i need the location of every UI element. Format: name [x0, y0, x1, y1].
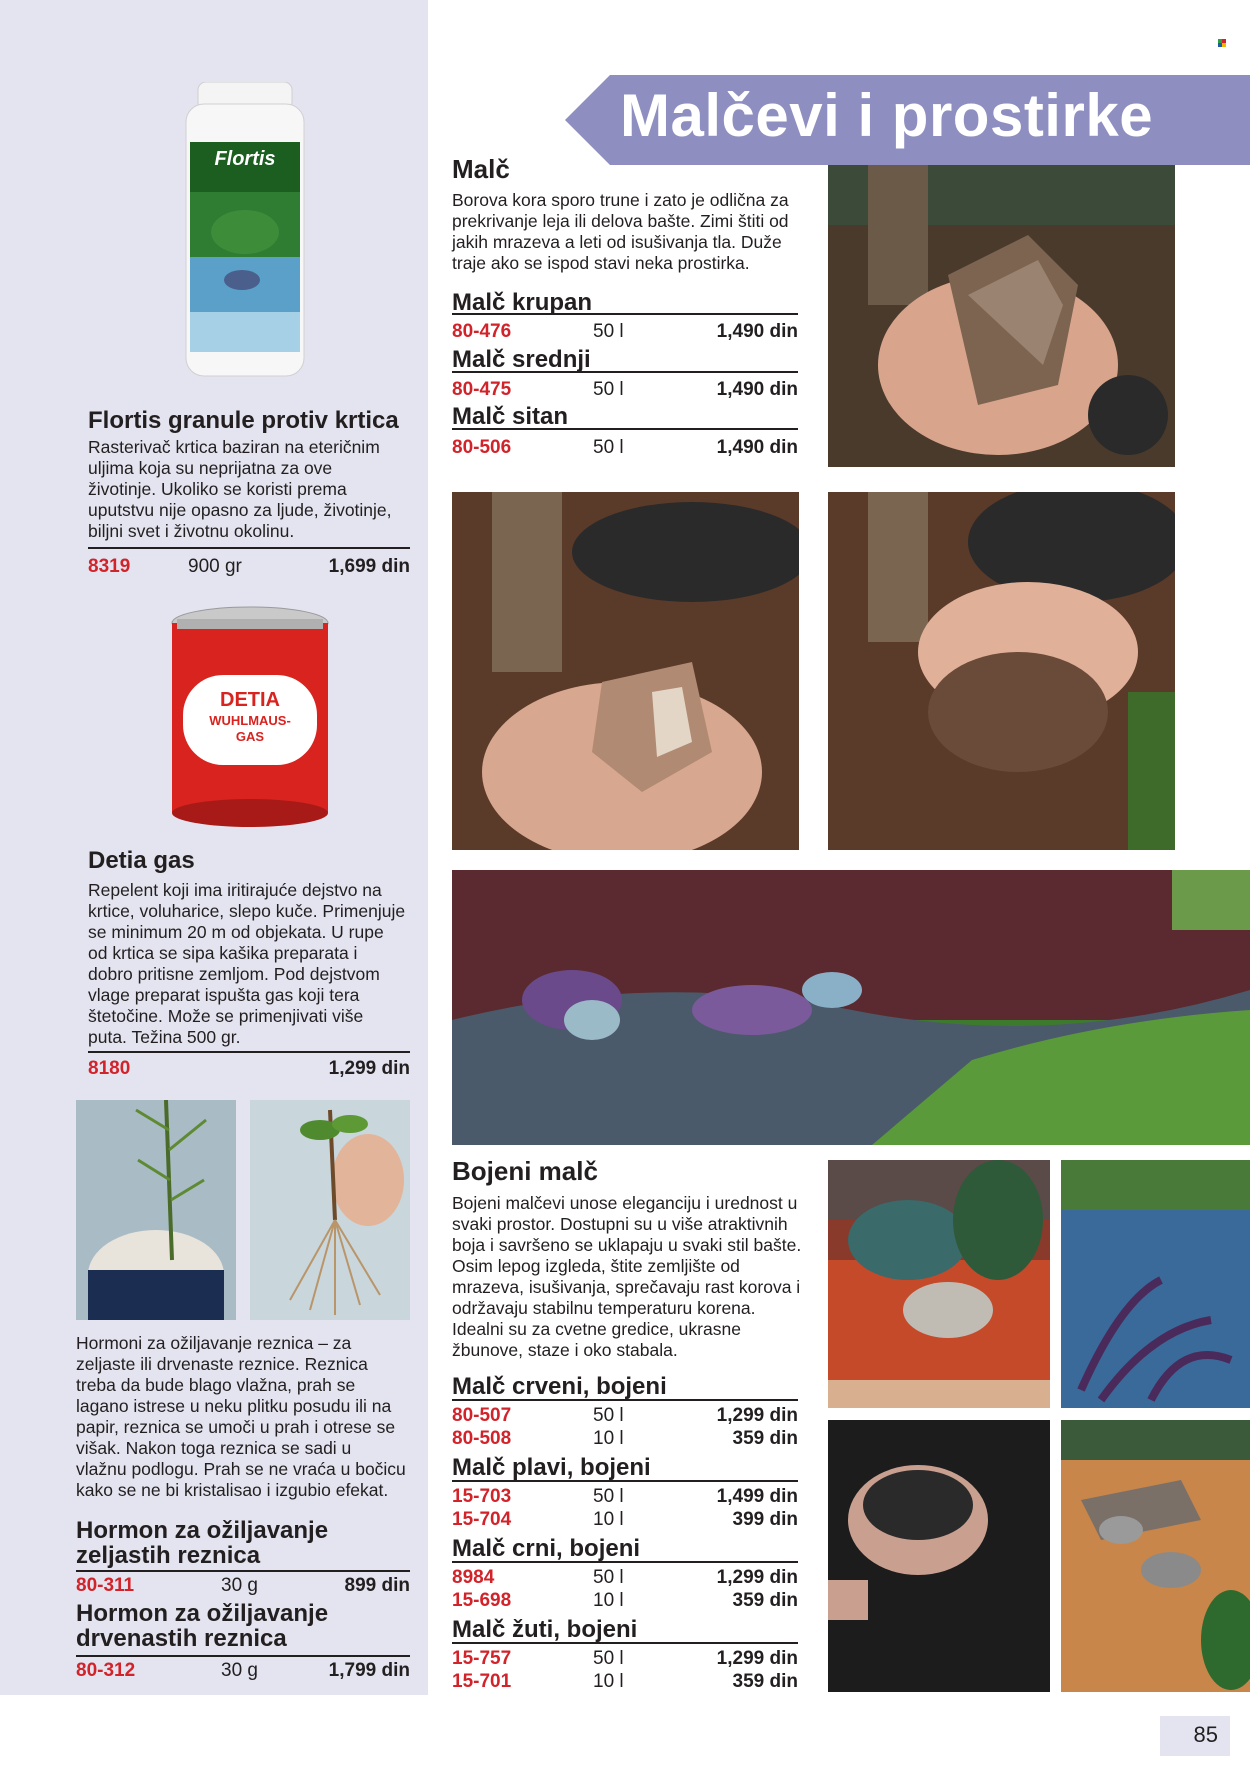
- product-qty: 10 l: [593, 1509, 624, 1530]
- product-code: 80-312: [76, 1660, 136, 1681]
- product-price: 359 din: [732, 1428, 798, 1449]
- bojeni-group-name: Malč plavi, bojeni: [452, 1454, 651, 1481]
- page-number: 85: [1160, 1716, 1230, 1756]
- detia-divider: [88, 1051, 410, 1053]
- detia-description: Repelent koji ima iritirajuće dejstvo na krtice, voluharice, slepo kuče. Primenjuje se minimum 20 m od objekata. U rupe od krtica se sipa kašika preparata i dobro pritisne zemljom. Pod dejstvom vlage preparat ispušta gas koji tera štetočine. Može se primenjivati više puta. Težina 500 gr.: [88, 880, 406, 1047]
- detia-can-label-3: GAS: [235, 729, 265, 744]
- product-price: 399 din: [732, 1509, 798, 1530]
- hormone-title-1: Hormon za ožiljavanje zeljastih reznica: [76, 1517, 329, 1570]
- page-title: Malčevi i prostirke: [620, 82, 1154, 149]
- product-qty: 30 g: [221, 1575, 258, 1596]
- product-price: 1,499 din: [716, 1486, 798, 1507]
- product-price: 1,699 din: [328, 556, 410, 577]
- product-code: 15-757: [452, 1648, 512, 1669]
- bojeni-price-row: [452, 1509, 798, 1533]
- bojeni-group-name: Malč žuti, bojeni: [452, 1616, 638, 1643]
- hormone-description: Hormoni za ožiljavanje reznica – za zeljaste ili drvenaste reznice. Reznica treba da bude blago vlažna, prah se lagano istrese u neku plitku posudu ili na papir, reznica se umoči u prah i otrese se višak. Nakon toga reznica se sadi u vlažnu podlogu. Prah se ne vraća u bočicu kako se ne bi kristalisao i izgubio efekat.: [76, 1333, 406, 1500]
- product-code: 80-475: [452, 379, 512, 400]
- product-code: 15-704: [452, 1509, 512, 1530]
- bojeni-divider: [452, 1399, 798, 1401]
- bojeni-price-row: [452, 1486, 798, 1510]
- bojeni-title: Bojeni malč: [452, 1156, 598, 1186]
- product-code: 8180: [88, 1058, 131, 1079]
- bojeni-description: Bojeni malčevi unose eleganciju i urednost u svaki prostor. Dostupni su u više atraktivnih boja i savršeno se uklapaju u svaki stil bašte. Osim lepog izgleda, štite zemljište od mrazeva, isušivanja, sprečavaju rast korova i održavaju stabilnu temperaturu korena. Idealni su za cvetne gredice, ukrasne žbunove, staze i oko stabala.: [452, 1193, 802, 1360]
- detia-price-row: [88, 1058, 410, 1082]
- product-qty: 10 l: [593, 1671, 624, 1692]
- product-qty: 50 l: [593, 1648, 624, 1669]
- product-qty: 10 l: [593, 1590, 624, 1611]
- bojeni-group-name: Malč crni, bojeni: [452, 1535, 641, 1562]
- bojeni-divider: [452, 1480, 798, 1482]
- product-qty: 50 l: [593, 321, 624, 342]
- product-price: 359 din: [732, 1671, 798, 1692]
- product-price: 899 din: [344, 1575, 410, 1596]
- product-code: 8319: [88, 556, 131, 577]
- malc-divider: [452, 371, 798, 373]
- bojeni-divider: [452, 1561, 798, 1563]
- section-banner: [565, 75, 1250, 165]
- product-qty: 50 l: [593, 379, 624, 400]
- detia-title: Detia gas: [88, 847, 195, 874]
- hormone-photo-powder: [76, 1100, 236, 1320]
- bark-medium-photo: [452, 492, 799, 850]
- corner-logo-icon: [1218, 34, 1226, 42]
- detia-can-label-2: WUHLMAUS-: [209, 713, 291, 728]
- product-price: 1,299 din: [328, 1058, 410, 1079]
- hormone-price-row-1: [76, 1575, 410, 1599]
- malc-description: Borova kora sporo trune i zato je odlična za prekrivanje leja ili delova bašte. Zimi štiti od jakih mrazeva a leti od isušivanja tla. Duže traje ako se ispod stavi neka prostirka.: [452, 190, 789, 273]
- hormone-title-2: Hormon za ožiljavanje drvenastih reznica: [76, 1600, 329, 1653]
- product-code: 15-703: [452, 1486, 512, 1507]
- product-price: 1,299 din: [716, 1648, 798, 1669]
- malc-price-row: [452, 379, 798, 403]
- product-price: 1,490 din: [716, 437, 798, 458]
- garden-mulch-photo: [452, 870, 1250, 1145]
- product-code: 80-311: [76, 1575, 135, 1596]
- product-code: 8984: [452, 1567, 495, 1588]
- bojeni-price-row: [452, 1648, 798, 1672]
- product-code: 80-508: [452, 1428, 512, 1449]
- detia-product-image: [165, 605, 335, 830]
- product-qty: 10 l: [593, 1428, 624, 1449]
- hormone-divider-2: [76, 1655, 410, 1657]
- product-qty: 50 l: [593, 437, 624, 458]
- product-qty: 50 l: [593, 1567, 624, 1588]
- bojeni-price-row: [452, 1590, 798, 1614]
- malc-product-name: Malč srednji: [452, 346, 591, 373]
- detia-can-label-1: DETIA: [220, 689, 280, 711]
- product-price: 1,799 din: [328, 1660, 410, 1681]
- bojeni-group-name: Malč crveni, bojeni: [452, 1373, 667, 1400]
- red-mulch-photo: [828, 1160, 1050, 1408]
- flortis-price-row: [88, 556, 410, 580]
- malc-price-row: [452, 321, 798, 345]
- malc-title: Malč: [452, 154, 510, 184]
- product-code: 15-701: [452, 1671, 512, 1692]
- product-price: 1,299 din: [716, 1567, 798, 1588]
- product-code: 80-507: [452, 1405, 512, 1426]
- flortis-product-image: [180, 82, 310, 382]
- product-qty: 30 g: [221, 1660, 258, 1681]
- product-code: 15-698: [452, 1590, 512, 1611]
- product-code: 80-476: [452, 321, 512, 342]
- bark-fine-photo: [828, 492, 1175, 850]
- product-qty: 50 l: [593, 1405, 624, 1426]
- yellow-mulch-photo: [1061, 1420, 1250, 1692]
- hormone-divider-1: [76, 1570, 410, 1572]
- flortis-label-brand: Flortis: [214, 148, 276, 170]
- black-mulch-photo: [828, 1420, 1050, 1692]
- bojeni-price-row: [452, 1671, 798, 1695]
- bark-coarse-photo: [828, 165, 1175, 467]
- product-price: 1,299 din: [716, 1405, 798, 1426]
- flortis-description: Rasterivač krtica baziran na eteričnim uljima koja su neprijatna za ove životinje. Ukoliko se koristi prema uputstvu nije opasno za ljude, životinje, biljni svet i životnu okolinu.: [88, 437, 392, 541]
- bojeni-price-row: [452, 1405, 798, 1429]
- product-qty: 900 gr: [188, 556, 242, 577]
- blue-mulch-photo: [1061, 1160, 1250, 1408]
- product-price: 1,490 din: [716, 321, 798, 342]
- hormone-price-row-2: [76, 1660, 410, 1684]
- product-price: 359 din: [732, 1590, 798, 1611]
- bojeni-price-row: [452, 1428, 798, 1452]
- hormone-photo-cutting: [250, 1100, 410, 1320]
- flortis-title: Flortis granule protiv krtica: [88, 407, 399, 434]
- flortis-divider: [88, 547, 410, 549]
- malc-divider: [452, 428, 798, 430]
- bojeni-divider: [452, 1642, 798, 1644]
- malc-divider: [452, 313, 798, 315]
- malc-product-name: Malč krupan: [452, 289, 593, 316]
- malc-product-name: Malč sitan: [452, 403, 569, 430]
- product-qty: 50 l: [593, 1486, 624, 1507]
- malc-price-row: [452, 437, 798, 461]
- product-code: 80-506: [452, 437, 512, 458]
- bojeni-price-row: [452, 1567, 798, 1591]
- product-price: 1,490 din: [716, 379, 798, 400]
